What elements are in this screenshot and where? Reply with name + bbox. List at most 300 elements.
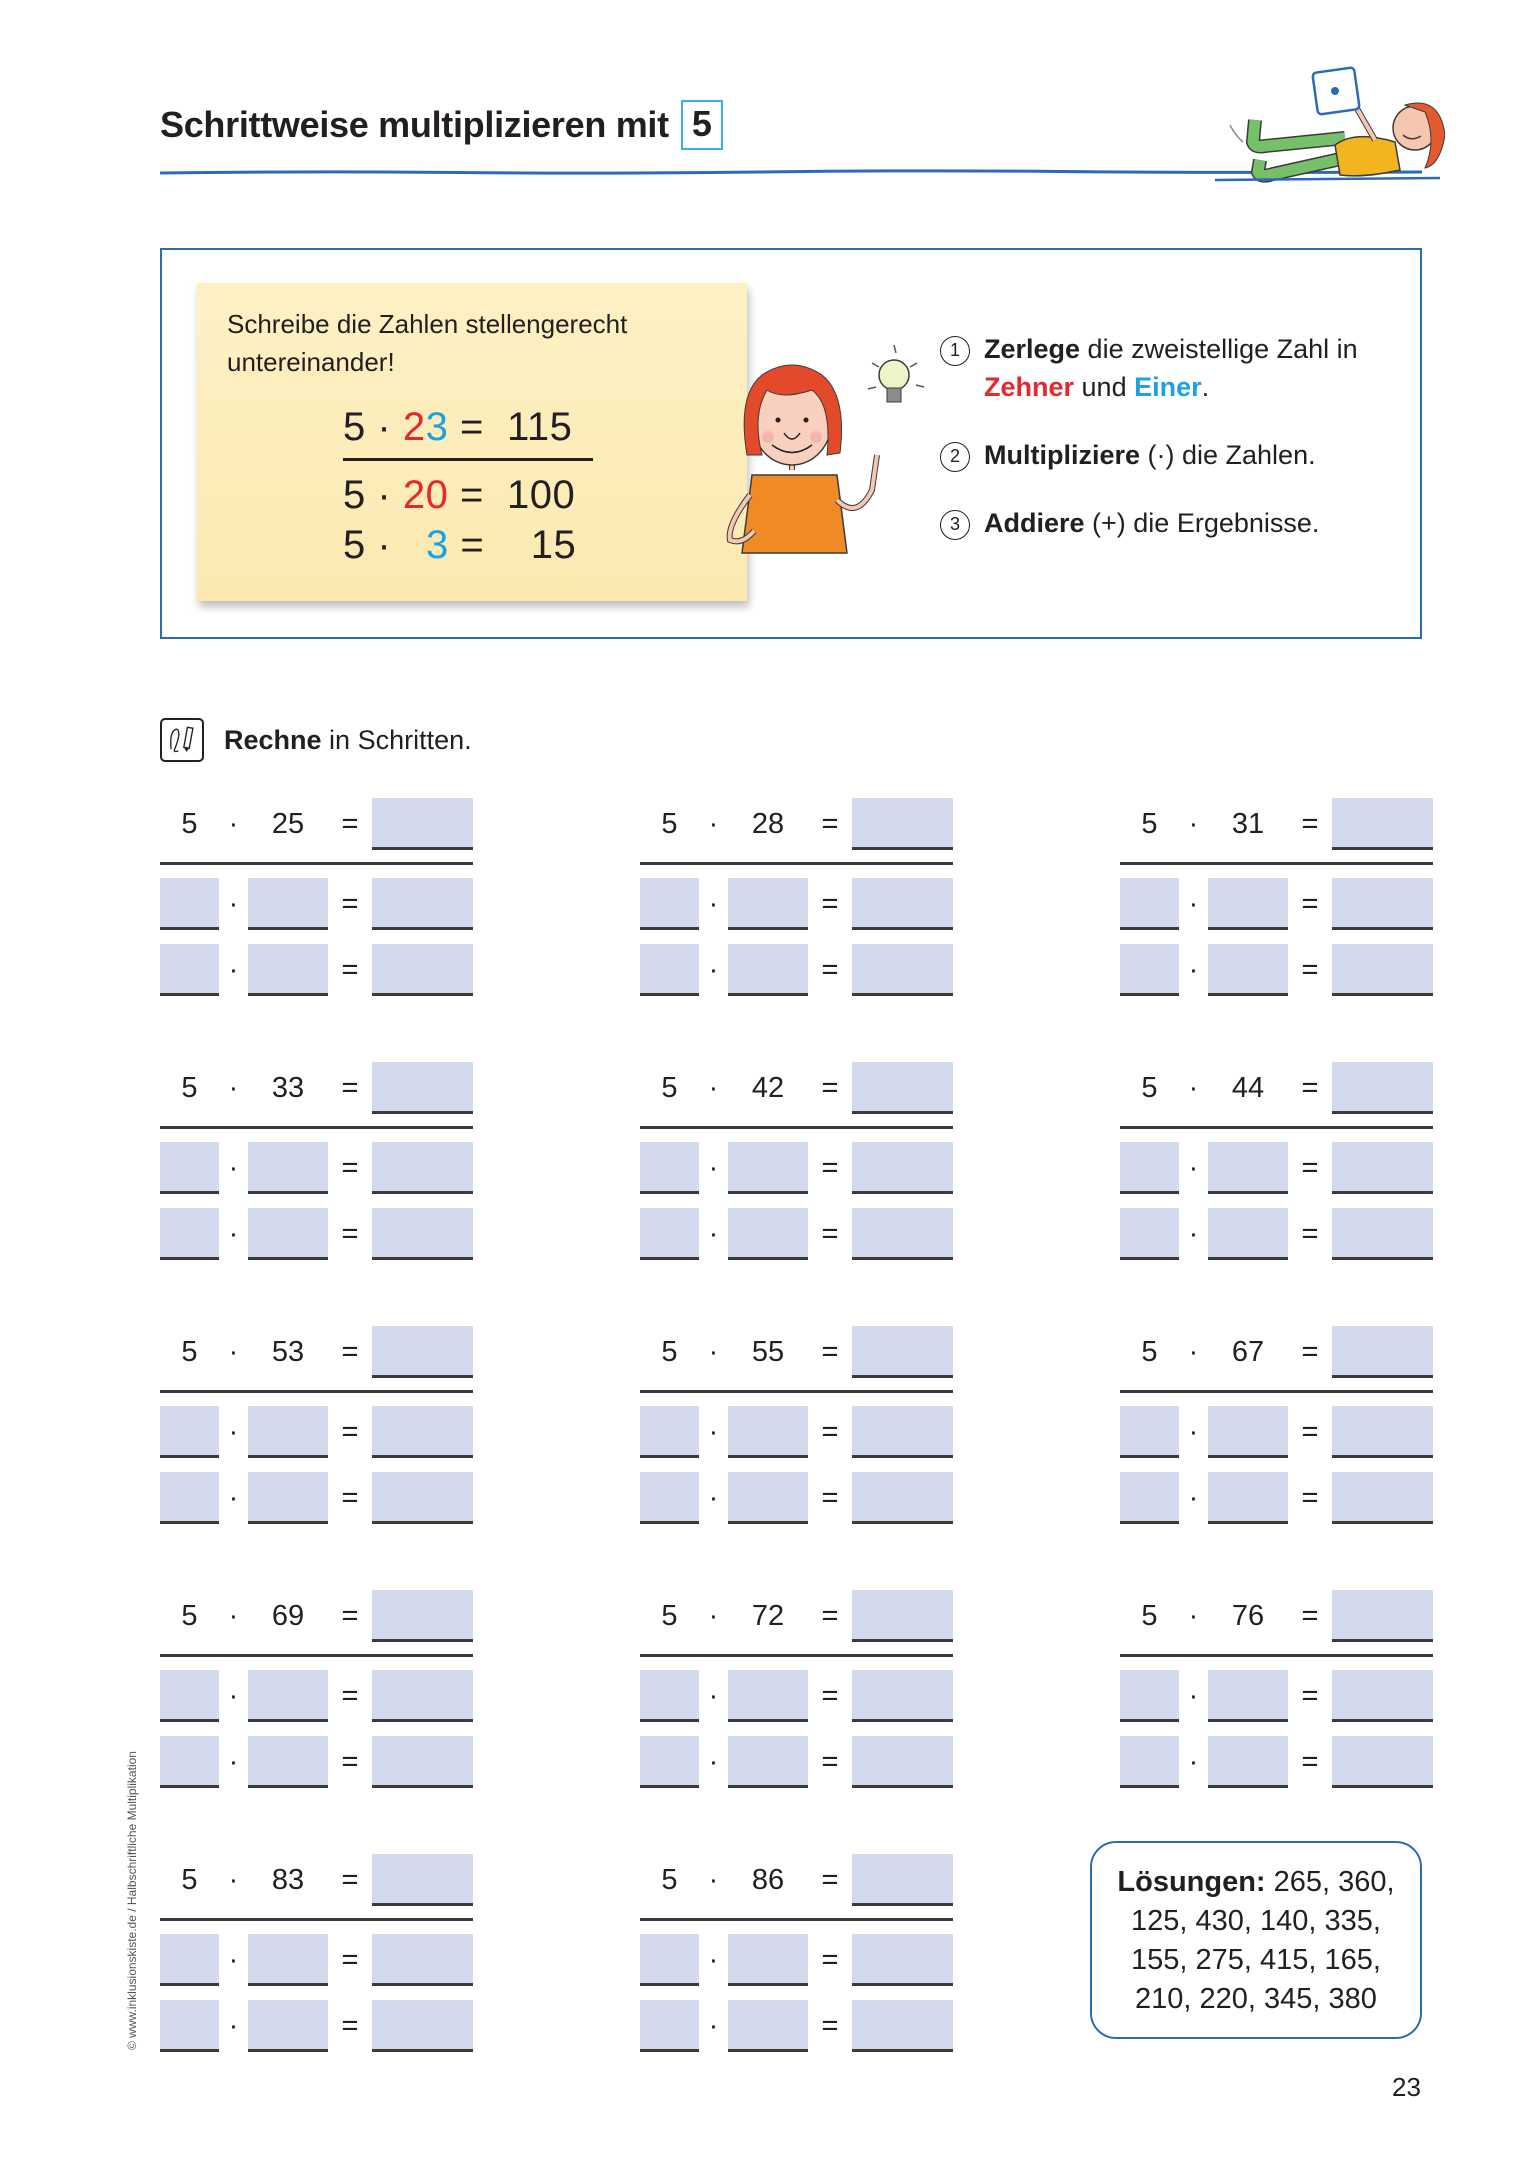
multiplier-box: 5	[681, 100, 723, 150]
ones-step-row	[160, 1736, 473, 1788]
step-factor-input[interactable]	[640, 1406, 699, 1458]
equals-sign: =	[821, 1864, 839, 1896]
problem-block	[1120, 1062, 1433, 1272]
equals-sign: =	[341, 1152, 359, 1184]
equals-sign: =	[341, 1600, 359, 1632]
multiply-sign: ·	[708, 808, 719, 840]
step-part-input[interactable]	[728, 2000, 808, 2052]
multiply-sign: ·	[228, 1218, 239, 1250]
multiply-sign: ·	[228, 1864, 239, 1896]
tens-step-row	[160, 1142, 473, 1194]
equals-sign: =	[821, 1680, 839, 1712]
problem-block	[1120, 1590, 1433, 1800]
step-factor-input[interactable]	[1120, 1406, 1179, 1458]
step-result-input[interactable]	[372, 1208, 473, 1260]
step-part-input[interactable]	[248, 1472, 328, 1524]
page-number: 23	[1392, 2072, 1421, 2102]
step-part-input[interactable]	[248, 944, 328, 996]
multiply-sign: ·	[228, 808, 239, 840]
note-instruction: Schreibe die Zahlen stellengerecht untereinander!	[227, 309, 628, 377]
factor-a: 5	[1141, 808, 1158, 840]
step-result-input[interactable]	[1332, 878, 1433, 930]
problem-header	[640, 1062, 953, 1114]
step-factor-input[interactable]	[160, 1406, 219, 1458]
step-result-input[interactable]	[852, 1208, 953, 1260]
step-factor-input[interactable]	[640, 1472, 699, 1524]
equals-sign: =	[1301, 954, 1319, 986]
step-result-input[interactable]	[1332, 1670, 1433, 1722]
ones-step-row	[160, 944, 473, 996]
equals-sign: =	[821, 1600, 839, 1632]
factor-a: 5	[181, 1336, 198, 1368]
step-part-input[interactable]	[1208, 1472, 1288, 1524]
equals-sign: =	[341, 1680, 359, 1712]
step-result-input[interactable]	[372, 1670, 473, 1722]
result-input[interactable]	[852, 1854, 953, 1906]
step-result-input[interactable]	[852, 1736, 953, 1788]
equals-sign: =	[1301, 1680, 1319, 1712]
factor-a: 5	[181, 808, 198, 840]
factor-a: 5	[661, 1600, 678, 1632]
tens-step-row	[160, 878, 473, 930]
step-part-input[interactable]	[248, 2000, 328, 2052]
problem-header	[1120, 1062, 1433, 1114]
tens-step-row	[1120, 1142, 1433, 1194]
step-factor-input[interactable]	[160, 2000, 219, 2052]
step-part-input[interactable]	[728, 1142, 808, 1194]
title-text: Schrittweise multiplizieren mit	[160, 104, 669, 145]
equals-sign: =	[341, 2010, 359, 2042]
multiply-sign: ·	[1188, 1336, 1199, 1368]
step-factor-input[interactable]	[1120, 1472, 1179, 1524]
step-result-input[interactable]	[1332, 1208, 1433, 1260]
step-part-input[interactable]	[1208, 1142, 1288, 1194]
step-number-1: 1	[940, 336, 970, 366]
factor-a: 5	[181, 1600, 198, 1632]
equals-sign: =	[341, 1072, 359, 1104]
step-part-input[interactable]	[728, 1472, 808, 1524]
problem-header	[160, 1590, 473, 1642]
multiply-sign: ·	[708, 1482, 719, 1514]
factor-b: 69	[271, 1600, 305, 1632]
result-input[interactable]	[1332, 1590, 1433, 1642]
step-part-input[interactable]	[248, 1406, 328, 1458]
ones-step-row	[1120, 944, 1433, 996]
multiply-sign: ·	[1188, 1218, 1199, 1250]
problem-header	[640, 1326, 953, 1378]
example-equation-main: 5 · 23 = 115	[343, 405, 573, 449]
step-factor-input[interactable]	[640, 1934, 699, 1986]
task-instruction	[160, 718, 472, 762]
step-part-input[interactable]	[728, 1736, 808, 1788]
factor-a: 5	[1141, 1600, 1158, 1632]
step-result-input[interactable]	[372, 2000, 473, 2052]
problem-block	[640, 1326, 953, 1536]
problem-block	[640, 1062, 953, 1272]
step-result-input[interactable]	[852, 878, 953, 930]
multiply-sign: ·	[1188, 954, 1199, 986]
factor-a: 5	[661, 808, 678, 840]
multiply-sign: ·	[708, 1336, 719, 1368]
equals-sign: =	[1301, 1152, 1319, 1184]
multiply-sign: ·	[228, 1746, 239, 1778]
result-input[interactable]	[852, 1062, 953, 1114]
result-input[interactable]	[852, 798, 953, 850]
multiply-sign: ·	[228, 954, 239, 986]
result-input[interactable]	[1332, 1062, 1433, 1114]
solutions-label: Lösungen:	[1117, 1866, 1266, 1898]
step-factor-input[interactable]	[160, 1670, 219, 1722]
multiply-sign: ·	[708, 1218, 719, 1250]
step-part-input[interactable]	[248, 1736, 328, 1788]
step-part-input[interactable]	[1208, 1736, 1288, 1788]
multiply-sign: ·	[228, 1680, 239, 1712]
step-result-input[interactable]	[852, 1670, 953, 1722]
factor-b: 86	[751, 1864, 785, 1896]
problem-divider	[160, 1390, 473, 1393]
example-rule	[343, 458, 593, 461]
step-part-input[interactable]	[1208, 944, 1288, 996]
multiply-sign: ·	[708, 888, 719, 920]
tens-step-row	[160, 1670, 473, 1722]
step-part-input[interactable]	[728, 1208, 808, 1260]
step-part-input[interactable]	[1208, 878, 1288, 930]
task-label: Rechne in Schritten.	[224, 724, 472, 755]
step-part-input[interactable]	[728, 1934, 808, 1986]
equals-sign: =	[1301, 1072, 1319, 1104]
multiply-sign: ·	[228, 1944, 239, 1976]
equals-sign: =	[341, 888, 359, 920]
pencil-write-icon	[160, 718, 204, 762]
step-factor-input[interactable]	[640, 1670, 699, 1722]
equals-sign: =	[821, 1152, 839, 1184]
multiply-sign: ·	[228, 1072, 239, 1104]
equals-sign: =	[341, 1864, 359, 1896]
step-result-input[interactable]	[1332, 1472, 1433, 1524]
multiply-sign: ·	[1188, 1152, 1199, 1184]
ones-step-row	[160, 1472, 473, 1524]
step-number-3: 3	[940, 510, 970, 540]
problem-divider	[640, 1390, 953, 1393]
step-result-input[interactable]	[852, 2000, 953, 2052]
step-part-input[interactable]	[1208, 1670, 1288, 1722]
problem-divider	[160, 1654, 473, 1657]
problem-block	[160, 1854, 473, 2064]
step-part-input[interactable]	[248, 1934, 328, 1986]
equals-sign: =	[821, 1746, 839, 1778]
page-title	[160, 100, 723, 150]
multiply-sign: ·	[708, 2010, 719, 2042]
problem-header	[640, 1590, 953, 1642]
problem-header	[640, 798, 953, 850]
problem-header	[640, 1854, 953, 1906]
step-result-input[interactable]	[1332, 1142, 1433, 1194]
step-factor-input[interactable]	[1120, 1670, 1179, 1722]
step-factor-input[interactable]	[640, 944, 699, 996]
problem-header	[160, 1326, 473, 1378]
problem-divider	[160, 1126, 473, 1129]
equals-sign: =	[1301, 888, 1319, 920]
equals-sign: =	[1301, 1482, 1319, 1514]
problem-divider	[1120, 1126, 1433, 1129]
step-part-input[interactable]	[728, 1406, 808, 1458]
factor-a: 5	[661, 1336, 678, 1368]
step-factor-input[interactable]	[640, 1736, 699, 1788]
tens-step-row	[640, 1406, 953, 1458]
factor-a: 5	[1141, 1336, 1158, 1368]
equals-sign: =	[1301, 1218, 1319, 1250]
girl-lightbulb-illustration	[672, 305, 932, 595]
factor-b: 42	[751, 1072, 785, 1104]
problem-header	[1120, 798, 1433, 850]
step-result-input[interactable]	[852, 1934, 953, 1986]
step-result-input[interactable]	[372, 944, 473, 996]
tens-step-row	[640, 1934, 953, 1986]
step-result-input[interactable]	[852, 944, 953, 996]
multiply-sign: ·	[228, 1416, 239, 1448]
multiply-sign: ·	[708, 954, 719, 986]
problem-header	[1120, 1590, 1433, 1642]
problem-divider	[640, 1918, 953, 1921]
result-input[interactable]	[372, 1326, 473, 1378]
equals-sign: =	[821, 1218, 839, 1250]
ones-step-row	[160, 1208, 473, 1260]
problem-divider	[1120, 1390, 1433, 1393]
result-input[interactable]	[1332, 1326, 1433, 1378]
step-factor-input[interactable]	[160, 1142, 219, 1194]
result-input[interactable]	[1332, 798, 1433, 850]
problem-header	[160, 1062, 473, 1114]
result-input[interactable]	[852, 1590, 953, 1642]
step-part-input[interactable]	[1208, 1208, 1288, 1260]
step-factor-input[interactable]	[160, 944, 219, 996]
step-factor-input[interactable]	[1120, 944, 1179, 996]
multiply-sign: ·	[1188, 888, 1199, 920]
problem-block	[160, 1062, 473, 1272]
factor-a: 5	[1141, 1072, 1158, 1104]
step-result-input[interactable]	[372, 1934, 473, 1986]
step-part-input[interactable]	[248, 878, 328, 930]
result-input[interactable]	[372, 1062, 473, 1114]
step-part-input[interactable]	[248, 1670, 328, 1722]
problem-divider	[1120, 862, 1433, 865]
step-part-input[interactable]	[248, 1208, 328, 1260]
equals-sign: =	[341, 1416, 359, 1448]
step-factor-input[interactable]	[160, 1208, 219, 1260]
step-result-input[interactable]	[1332, 1736, 1433, 1788]
step-part-input[interactable]	[728, 944, 808, 996]
problem-block	[1120, 1326, 1433, 1536]
ones-step-row	[640, 1472, 953, 1524]
tens-step-row	[1120, 1406, 1433, 1458]
multiply-sign: ·	[1188, 1482, 1199, 1514]
step-factor-input[interactable]	[1120, 1208, 1179, 1260]
factor-b: 67	[1231, 1336, 1265, 1368]
tens-step-row	[640, 1142, 953, 1194]
factor-b: 53	[271, 1336, 305, 1368]
step-part-input[interactable]	[248, 1142, 328, 1194]
step-factor-input[interactable]	[160, 1934, 219, 1986]
multiply-sign: ·	[708, 1416, 719, 1448]
result-input[interactable]	[852, 1326, 953, 1378]
copyright-text: © www.inklusionskiste.de / Halbschriftliche Multiplikation	[125, 1751, 139, 2050]
factor-b: 76	[1231, 1600, 1265, 1632]
step-factor-input[interactable]	[640, 2000, 699, 2052]
equals-sign: =	[821, 2010, 839, 2042]
problem-header	[160, 798, 473, 850]
equals-sign: =	[341, 954, 359, 986]
tens-step-row	[160, 1934, 473, 1986]
multiply-sign: ·	[228, 2010, 239, 2042]
problem-block	[640, 798, 953, 1008]
equals-sign: =	[821, 1072, 839, 1104]
multiply-sign: ·	[708, 1944, 719, 1976]
step-factor-input[interactable]	[160, 1736, 219, 1788]
equals-sign: =	[1301, 1600, 1319, 1632]
example-equation-ones: 5 · 3 = 15	[343, 523, 577, 567]
equals-sign: =	[341, 1482, 359, 1514]
ones-step-row	[1120, 1208, 1433, 1260]
problem-header	[160, 1854, 473, 1906]
ones-step-row	[640, 2000, 953, 2052]
ones-step-row	[1120, 1472, 1433, 1524]
step-result-input[interactable]	[852, 1472, 953, 1524]
problem-block	[1120, 798, 1433, 1008]
step-result-input[interactable]	[372, 1472, 473, 1524]
multiply-sign: ·	[1188, 1072, 1199, 1104]
step-factor-input[interactable]	[640, 1208, 699, 1260]
multiply-sign: ·	[708, 1680, 719, 1712]
factor-b: 25	[271, 808, 305, 840]
solutions-box: Lösungen: 265, 360, 125, 430, 140, 335, 155, 275, 415, 165, 210, 220, 345, 380	[1090, 1841, 1422, 2039]
factor-b: 83	[271, 1864, 305, 1896]
equals-sign: =	[821, 1482, 839, 1514]
multiply-sign: ·	[228, 888, 239, 920]
step-result-input[interactable]	[372, 1142, 473, 1194]
multiply-sign: ·	[228, 1600, 239, 1632]
instruction-steps	[940, 330, 1420, 572]
ones-step-row	[160, 2000, 473, 2052]
equals-sign: =	[821, 1336, 839, 1368]
tens-step-row	[640, 878, 953, 930]
problem-block	[640, 1590, 953, 1800]
step-factor-input[interactable]	[1120, 878, 1179, 930]
step-result-input[interactable]	[1332, 1406, 1433, 1458]
problem-block	[160, 1590, 473, 1800]
result-input[interactable]	[372, 1590, 473, 1642]
equals-sign: =	[1301, 1746, 1319, 1778]
equals-sign: =	[1301, 808, 1319, 840]
ones-step-row	[640, 1208, 953, 1260]
tens-step-row	[1120, 878, 1433, 930]
equals-sign: =	[821, 1944, 839, 1976]
result-input[interactable]	[372, 798, 473, 850]
explanation-box	[160, 248, 1422, 639]
equals-sign: =	[821, 808, 839, 840]
step-part-input[interactable]	[728, 1670, 808, 1722]
step-result-input[interactable]	[1332, 944, 1433, 996]
factor-a: 5	[181, 1072, 198, 1104]
problem-divider	[160, 862, 473, 865]
equals-sign: =	[821, 954, 839, 986]
step-result-input[interactable]	[852, 1142, 953, 1194]
multiply-sign: ·	[1188, 1416, 1199, 1448]
problem-divider	[640, 1654, 953, 1657]
problem-divider	[1120, 1654, 1433, 1657]
ones-step-row	[640, 944, 953, 996]
step-result-input[interactable]	[372, 878, 473, 930]
step-factor-input[interactable]	[1120, 1736, 1179, 1788]
equals-sign: =	[821, 1416, 839, 1448]
step-part-input[interactable]	[728, 878, 808, 930]
problem-divider	[160, 1918, 473, 1921]
mascot-dice-illustration	[1215, 50, 1445, 185]
factor-b: 31	[1231, 808, 1265, 840]
tens-step-row	[640, 1670, 953, 1722]
factor-b: 28	[751, 808, 785, 840]
multiply-sign: ·	[708, 1746, 719, 1778]
result-input[interactable]	[372, 1854, 473, 1906]
equals-sign: =	[341, 1336, 359, 1368]
step-result-input[interactable]	[372, 1736, 473, 1788]
step-2: 2 Multipliziere (·) die Zahlen.	[940, 436, 1420, 474]
step-factor-input[interactable]	[640, 1142, 699, 1194]
multiply-sign: ·	[228, 1336, 239, 1368]
step-factor-input[interactable]	[640, 878, 699, 930]
multiply-sign: ·	[708, 1072, 719, 1104]
factor-b: 55	[751, 1336, 785, 1368]
example-note	[197, 283, 747, 601]
problem-header	[1120, 1326, 1433, 1378]
multiply-sign: ·	[1188, 1600, 1199, 1632]
step-factor-input[interactable]	[160, 1472, 219, 1524]
step-number-2: 2	[940, 442, 970, 472]
problem-divider	[640, 1126, 953, 1129]
equals-sign: =	[1301, 1416, 1319, 1448]
multiply-sign: ·	[1188, 1680, 1199, 1712]
step-part-input[interactable]	[1208, 1406, 1288, 1458]
lightbulb-icon	[868, 345, 924, 402]
multiply-sign: ·	[1188, 1746, 1199, 1778]
problem-block	[160, 798, 473, 1008]
step-factor-input[interactable]	[160, 878, 219, 930]
factor-a: 5	[181, 1864, 198, 1896]
tens-step-row	[1120, 1670, 1433, 1722]
equals-sign: =	[341, 808, 359, 840]
equals-sign: =	[1301, 1336, 1319, 1368]
multiply-sign: ·	[708, 1864, 719, 1896]
example-equation-tens: 5 · 20 = 100	[343, 473, 576, 517]
equals-sign: =	[341, 1746, 359, 1778]
step-result-input[interactable]	[372, 1406, 473, 1458]
step-result-input[interactable]	[852, 1406, 953, 1458]
ones-step-row	[640, 1736, 953, 1788]
problem-block	[640, 1854, 953, 2064]
factor-b: 72	[751, 1600, 785, 1632]
factor-b: 44	[1231, 1072, 1265, 1104]
step-3: 3 Addiere (+) die Ergebnisse.	[940, 504, 1420, 542]
ones-step-row	[1120, 1736, 1433, 1788]
step-1: 1 Zerlege die zweistellige Zahl in Zehner und Einer.	[940, 330, 1420, 406]
equals-sign: =	[341, 1218, 359, 1250]
problem-block	[160, 1326, 473, 1536]
equals-sign: =	[341, 1944, 359, 1976]
problem-divider	[640, 862, 953, 865]
factor-b: 33	[271, 1072, 305, 1104]
multiply-sign: ·	[1188, 808, 1199, 840]
multiply-sign: ·	[228, 1482, 239, 1514]
step-factor-input[interactable]	[1120, 1142, 1179, 1194]
